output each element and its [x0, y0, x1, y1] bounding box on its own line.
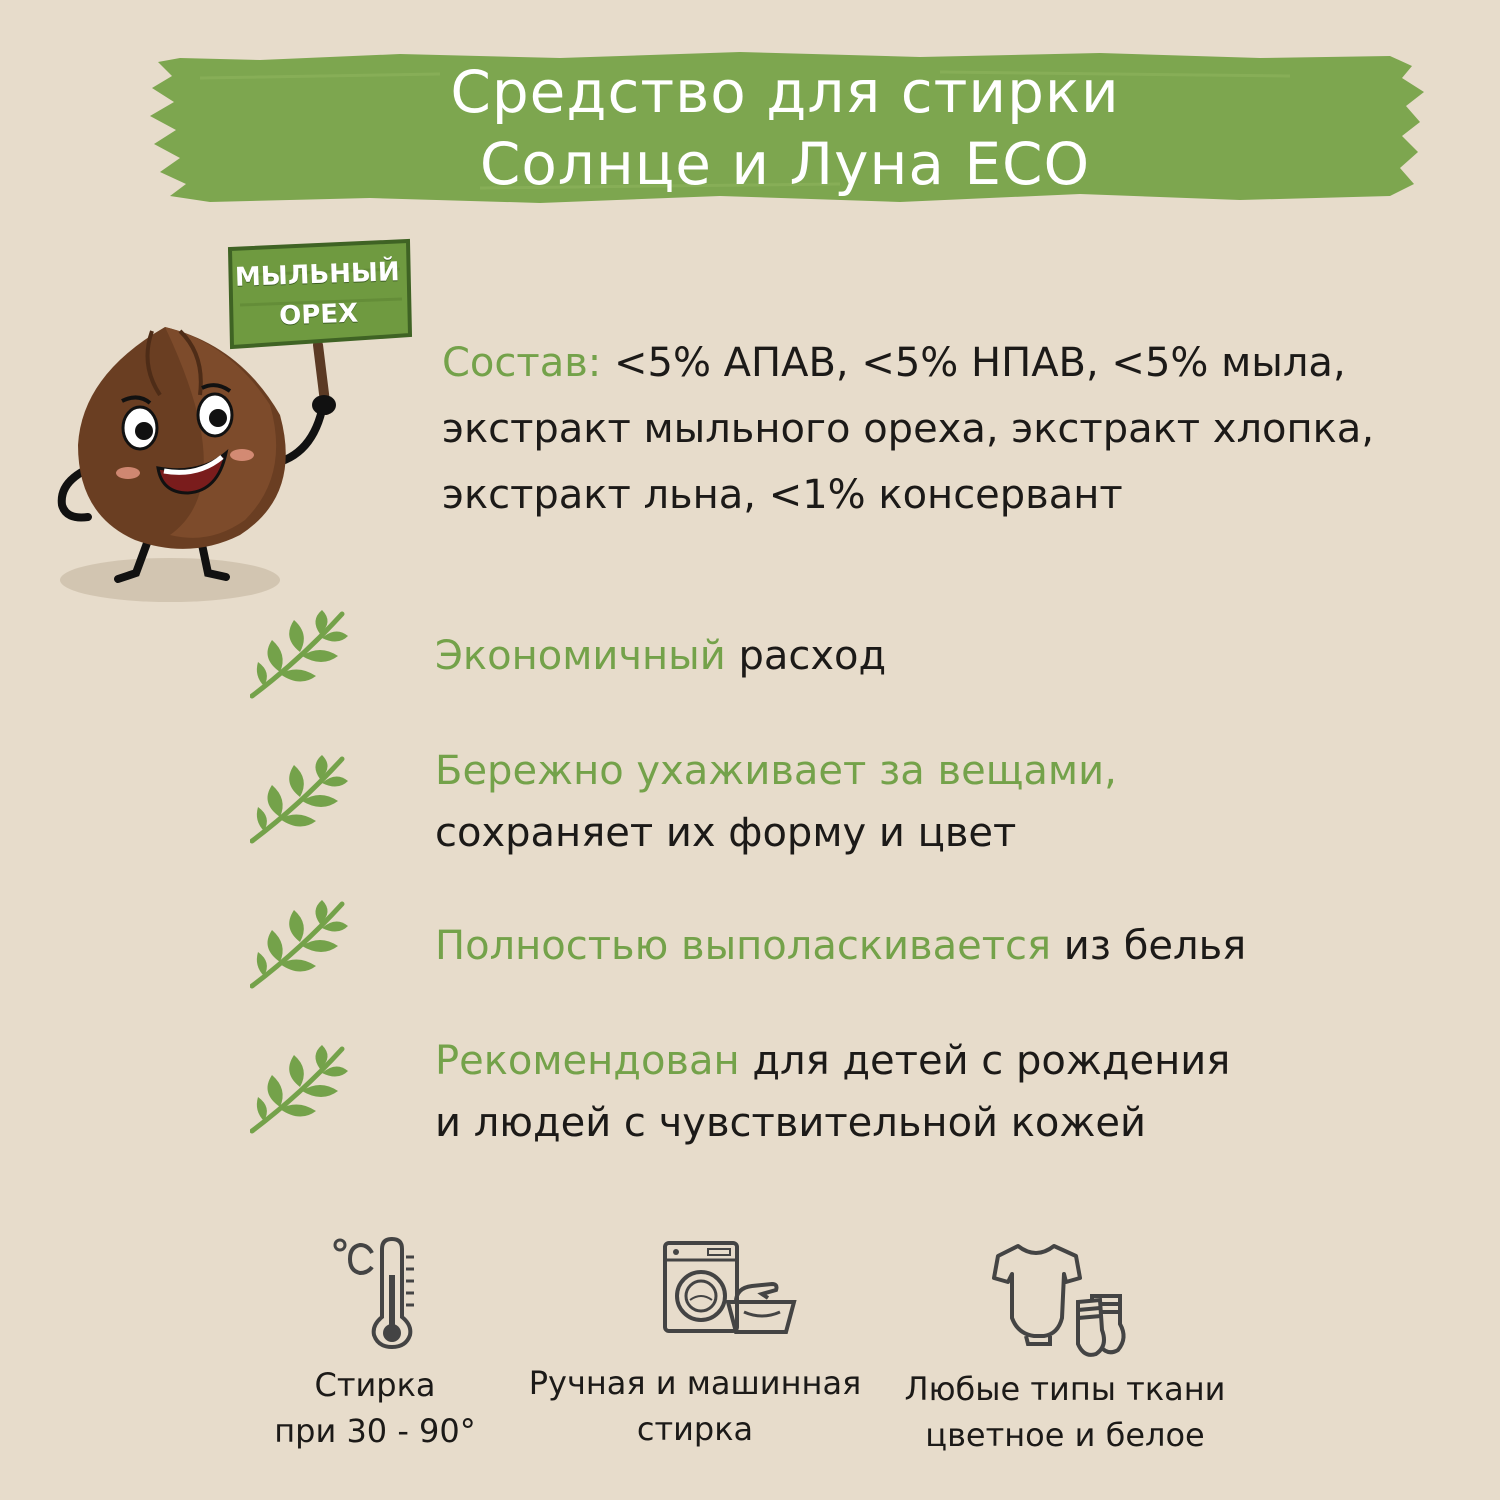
caption-line-1: Любые типы ткани — [904, 1370, 1226, 1408]
composition-text-2: экстракт мыльного ореха, экстракт хлопка, — [442, 406, 1375, 452]
leaf-branch-icon — [250, 1045, 350, 1135]
sign-line-2: ОРЕХ — [278, 298, 359, 332]
feature-text — [435, 915, 1246, 977]
caption-line-2: цветное и белое — [925, 1416, 1205, 1454]
feature-rest: для детей с рождения — [739, 1038, 1231, 1084]
caption-line-2: стирка — [636, 1410, 754, 1448]
page-title — [140, 48, 1430, 208]
leaf-branch-icon — [250, 755, 350, 845]
composition-label: Состав: — [442, 340, 602, 386]
feature-text — [435, 1030, 1230, 1154]
thermometer-icon — [330, 1235, 420, 1350]
leaf-branch-icon — [250, 900, 350, 990]
clothes-icon — [988, 1238, 1138, 1360]
feature-line-2: и людей с чувствительной кожей — [435, 1100, 1147, 1146]
feature-highlight: Экономичный — [435, 633, 726, 679]
header-banner — [140, 48, 1430, 208]
washing-machine-icon — [662, 1240, 797, 1335]
sign-line-1: МЫЛЬНЫЙ — [234, 257, 401, 293]
feature-highlight: Бережно ухаживает за вещами, — [435, 748, 1117, 794]
feature-text — [435, 740, 1117, 864]
feature-line-2: сохраняет их форму и цвет — [435, 810, 1017, 856]
caption-line-1: Стирка — [314, 1366, 436, 1404]
fabric-types-caption — [890, 1366, 1240, 1458]
wash-type-caption — [520, 1360, 870, 1452]
feature-rest: расход — [725, 633, 887, 679]
title-line-2: Солнце и Луна ECO — [479, 130, 1091, 198]
temperature-caption — [230, 1362, 520, 1454]
composition-block — [442, 330, 1482, 528]
feature-highlight: Рекомендован — [435, 1038, 740, 1084]
feature-text — [435, 625, 886, 687]
feature-rest: из белья — [1051, 923, 1247, 969]
caption-line-1: Ручная и машинная — [528, 1364, 862, 1402]
composition-text-3: экстракт льна, <1% консервант — [442, 472, 1123, 518]
leaf-branch-icon — [250, 610, 350, 700]
mascot-sign — [227, 252, 410, 338]
composition-text-1: <5% АПАВ, <5% НПАВ, <5% мыла, — [601, 340, 1346, 386]
feature-highlight: Полностью выполаскивается — [435, 923, 1052, 969]
title-line-1: Средство для стирки — [450, 58, 1120, 126]
composition-line-1 — [442, 330, 1482, 396]
caption-line-2: при 30 - 90° — [274, 1412, 476, 1450]
